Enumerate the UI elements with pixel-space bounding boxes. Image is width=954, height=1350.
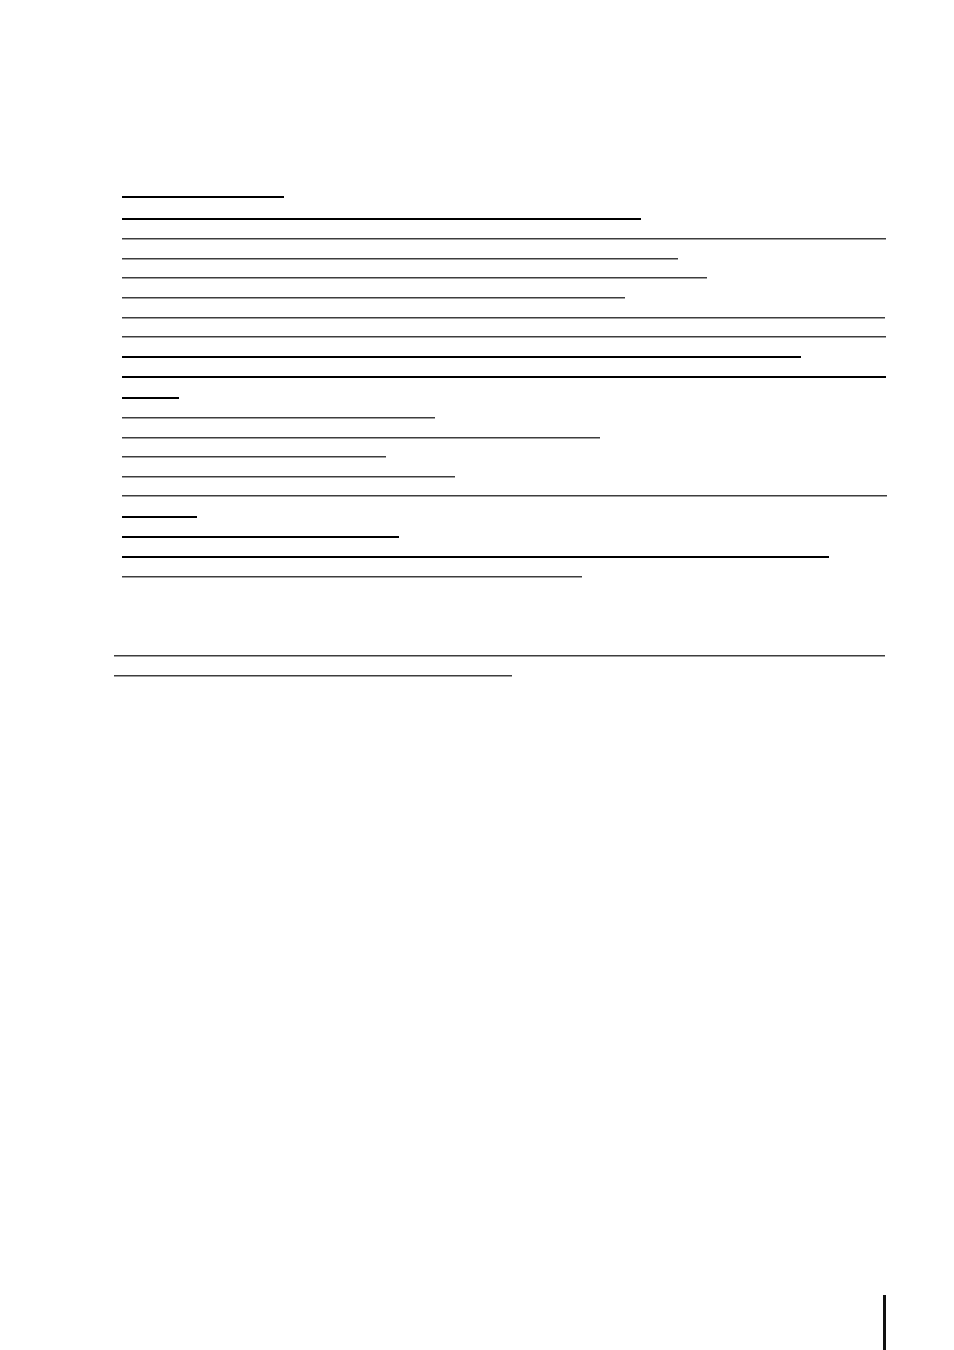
link-underline	[122, 417, 435, 419]
link-underline	[122, 277, 707, 279]
link-underline	[122, 536, 399, 538]
link-underline	[114, 655, 885, 657]
link-underline	[122, 556, 829, 558]
link-underline	[122, 238, 886, 240]
link-underline	[114, 675, 512, 677]
link-underline	[122, 336, 886, 338]
link-underline	[122, 317, 885, 319]
link-underline	[122, 297, 625, 299]
link-underline	[122, 258, 678, 260]
vertical-bar	[883, 1295, 886, 1350]
link-underline	[122, 356, 801, 358]
link-underline	[122, 397, 179, 399]
link-underline	[122, 495, 887, 497]
link-underline	[122, 196, 284, 198]
link-underline	[122, 576, 582, 578]
link-underline	[122, 218, 641, 220]
link-underline	[122, 516, 197, 518]
link-underline	[122, 476, 455, 478]
link-underline	[122, 376, 886, 378]
link-underline	[122, 456, 386, 458]
link-underline	[122, 437, 600, 439]
